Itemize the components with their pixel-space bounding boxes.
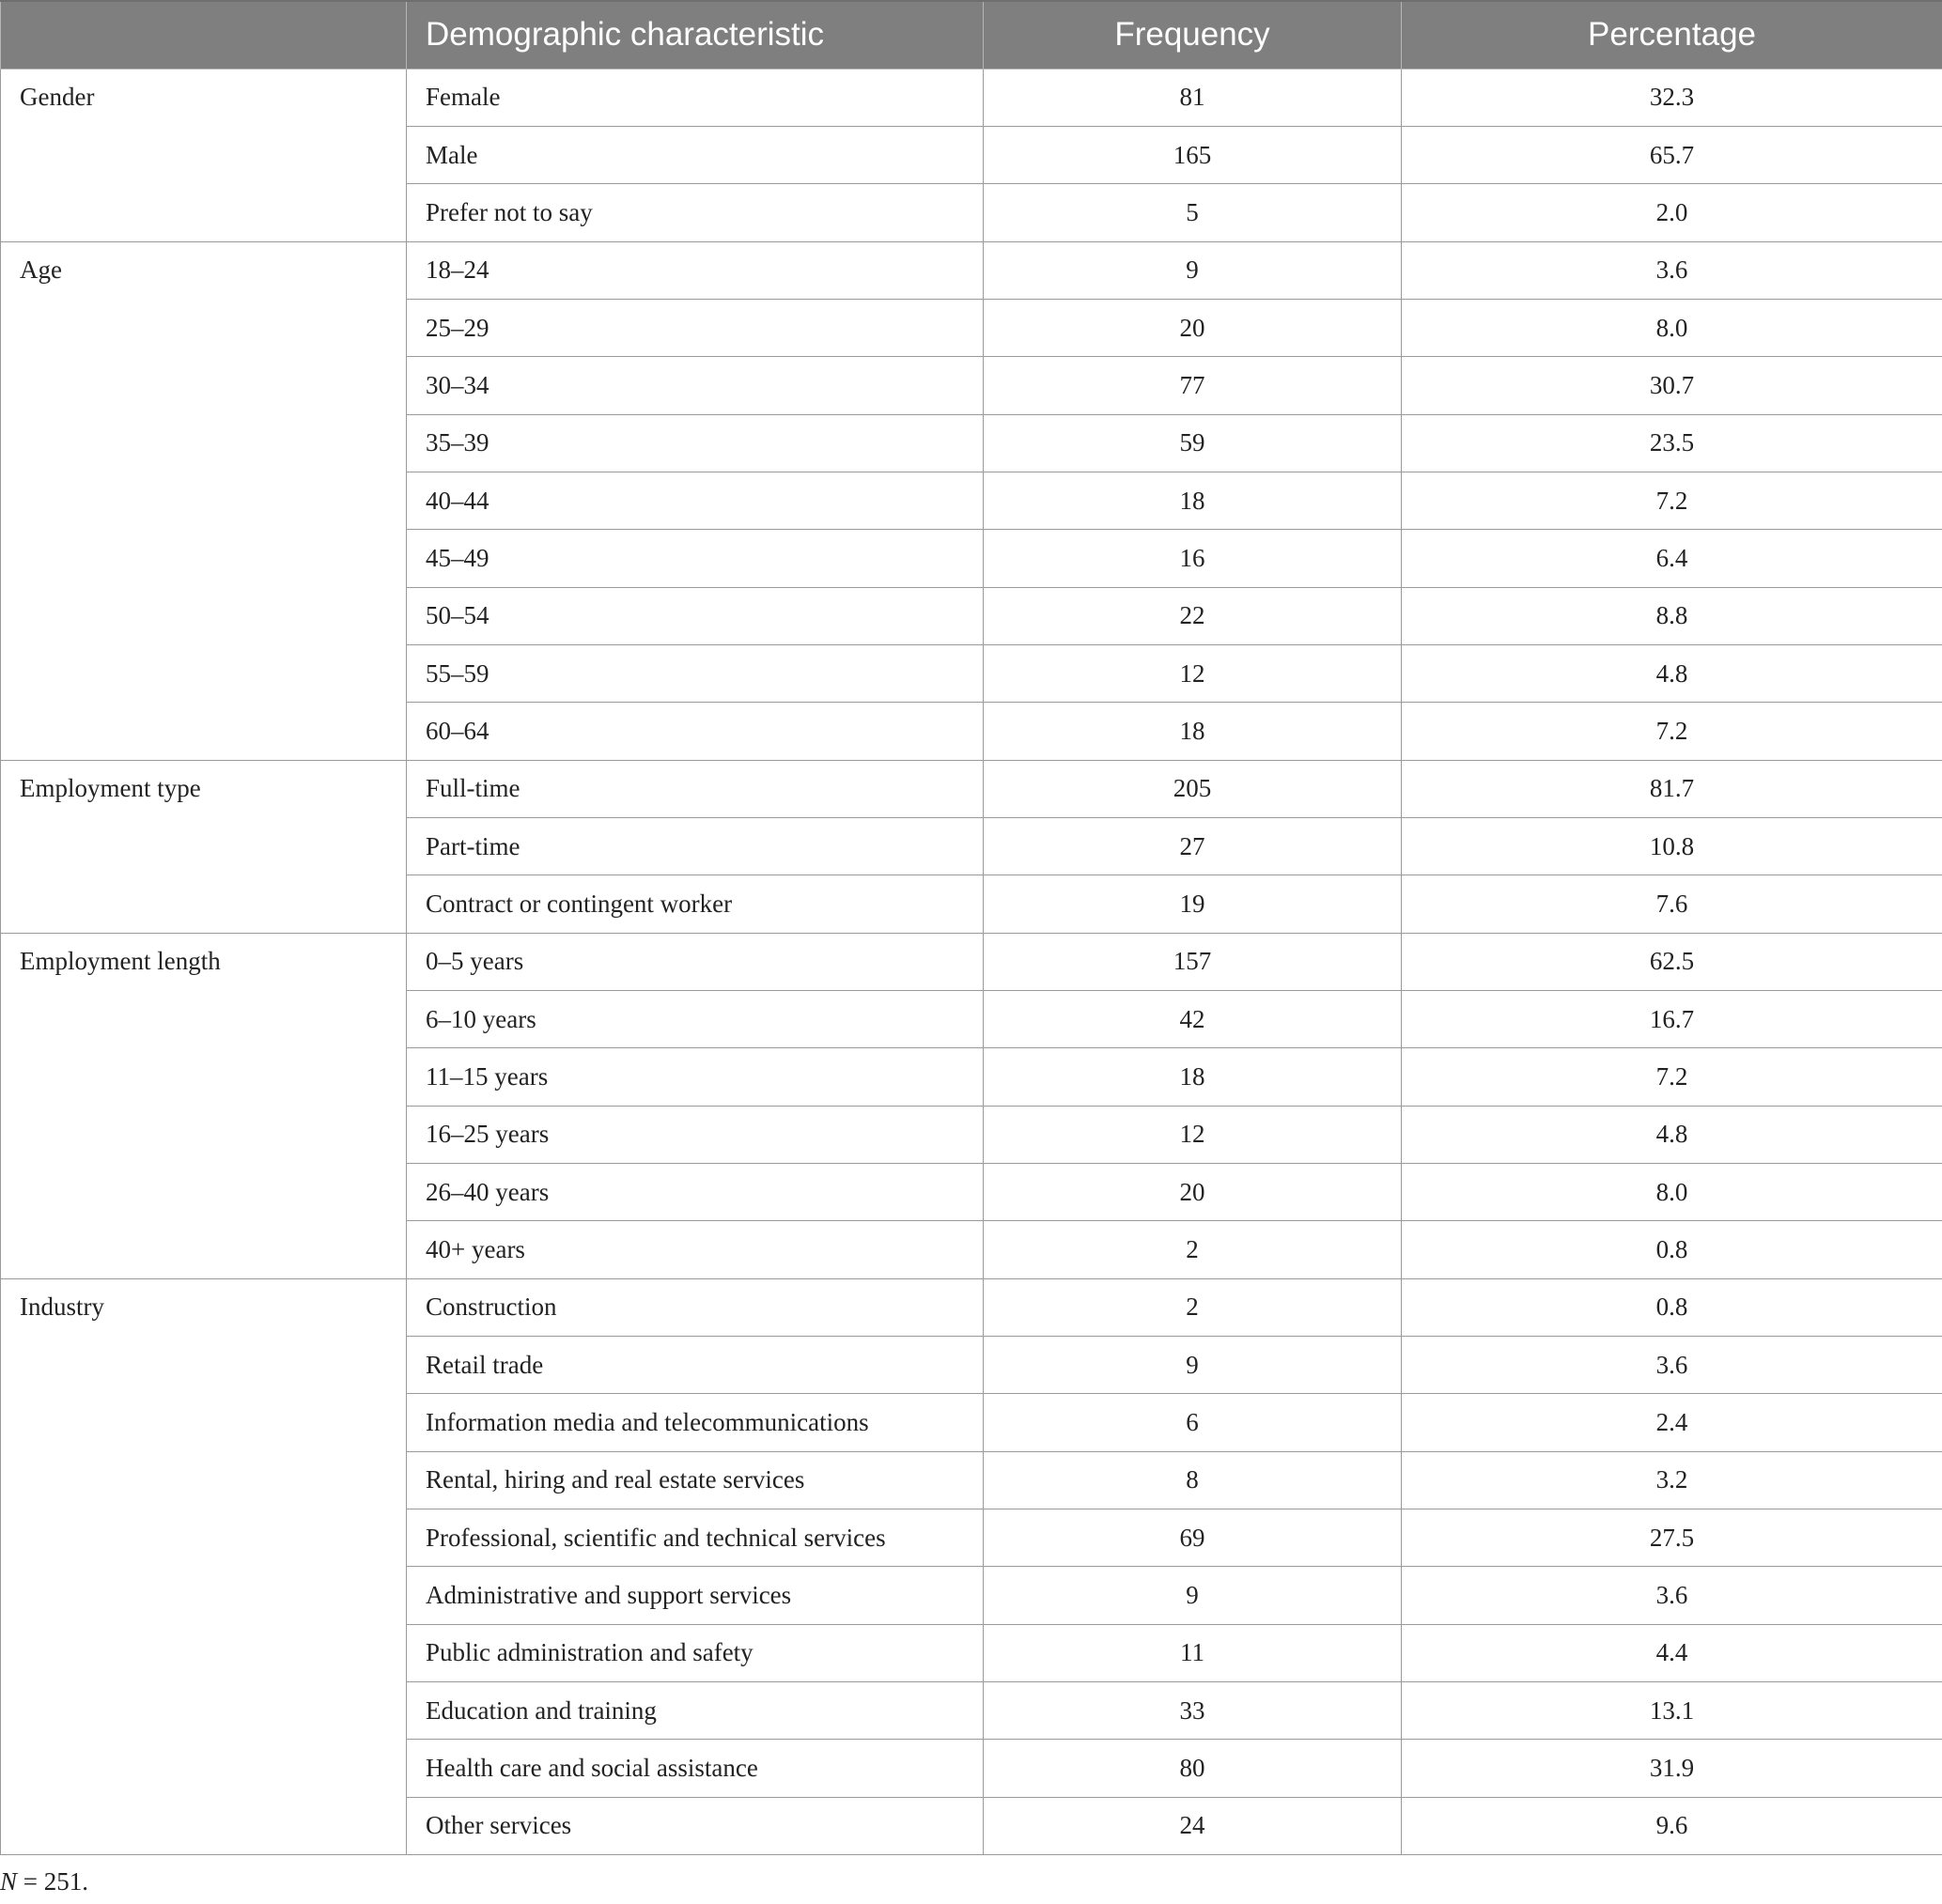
group-label: Age xyxy=(1,241,407,760)
characteristic-cell: 18–24 xyxy=(407,241,984,299)
characteristic-cell: Public administration and safety xyxy=(407,1624,984,1681)
characteristic-cell: 11–15 years xyxy=(407,1048,984,1106)
header-characteristic: Demographic characteristic xyxy=(407,1,984,69)
characteristic-cell: Female xyxy=(407,69,984,126)
frequency-cell: 9 xyxy=(984,1337,1402,1394)
percentage-cell: 6.4 xyxy=(1402,530,1942,587)
characteristic-cell: Professional, scientific and technical services xyxy=(407,1509,984,1567)
frequency-cell: 33 xyxy=(984,1682,1402,1740)
percentage-cell: 8.8 xyxy=(1402,587,1942,644)
frequency-cell: 81 xyxy=(984,69,1402,126)
percentage-cell: 32.3 xyxy=(1402,69,1942,126)
frequency-cell: 11 xyxy=(984,1624,1402,1681)
frequency-cell: 20 xyxy=(984,299,1402,356)
percentage-cell: 23.5 xyxy=(1402,414,1942,472)
percentage-cell: 27.5 xyxy=(1402,1509,1942,1567)
characteristic-cell: Male xyxy=(407,126,984,183)
percentage-cell: 7.6 xyxy=(1402,875,1942,933)
percentage-cell: 30.7 xyxy=(1402,357,1942,414)
frequency-cell: 19 xyxy=(984,875,1402,933)
frequency-cell: 18 xyxy=(984,472,1402,529)
frequency-cell: 80 xyxy=(984,1740,1402,1797)
characteristic-cell: 6–10 years xyxy=(407,991,984,1048)
frequency-cell: 24 xyxy=(984,1797,1402,1854)
characteristic-cell: Full-time xyxy=(407,760,984,817)
percentage-cell: 8.0 xyxy=(1402,1164,1942,1221)
frequency-cell: 18 xyxy=(984,703,1402,760)
characteristic-cell: 45–49 xyxy=(407,530,984,587)
percentage-cell: 65.7 xyxy=(1402,126,1942,183)
frequency-cell: 8 xyxy=(984,1451,1402,1509)
table-row xyxy=(1,760,1942,817)
header-group-column xyxy=(1,1,407,69)
table-row xyxy=(1,241,1942,299)
percentage-cell: 4.8 xyxy=(1402,644,1942,702)
percentage-cell: 2.4 xyxy=(1402,1394,1942,1451)
frequency-cell: 42 xyxy=(984,991,1402,1048)
group-label: Employment type xyxy=(1,760,407,933)
header-frequency: Frequency xyxy=(984,1,1402,69)
percentage-cell: 9.6 xyxy=(1402,1797,1942,1854)
characteristic-cell: 30–34 xyxy=(407,357,984,414)
characteristic-cell: 40–44 xyxy=(407,472,984,529)
frequency-cell: 12 xyxy=(984,644,1402,702)
percentage-cell: 3.6 xyxy=(1402,1337,1942,1394)
frequency-cell: 2 xyxy=(984,1221,1402,1278)
table-row xyxy=(1,933,1942,990)
frequency-cell: 9 xyxy=(984,241,1402,299)
characteristic-cell: 25–29 xyxy=(407,299,984,356)
characteristic-cell: 0–5 years xyxy=(407,933,984,990)
group-label: Gender xyxy=(1,69,407,241)
characteristic-cell: 35–39 xyxy=(407,414,984,472)
frequency-cell: 22 xyxy=(984,587,1402,644)
frequency-cell: 12 xyxy=(984,1106,1402,1163)
table-body xyxy=(1,69,1942,1855)
percentage-cell: 7.2 xyxy=(1402,703,1942,760)
table-footnote xyxy=(0,1867,88,1896)
characteristic-cell: Part-time xyxy=(407,817,984,875)
characteristic-cell: Prefer not to say xyxy=(407,184,984,241)
characteristic-cell: 55–59 xyxy=(407,644,984,702)
percentage-cell: 7.2 xyxy=(1402,472,1942,529)
percentage-cell: 81.7 xyxy=(1402,760,1942,817)
percentage-cell: 0.8 xyxy=(1402,1221,1942,1278)
characteristic-cell: Education and training xyxy=(407,1682,984,1740)
table-row xyxy=(1,1278,1942,1336)
frequency-cell: 69 xyxy=(984,1509,1402,1567)
characteristic-cell: Retail trade xyxy=(407,1337,984,1394)
percentage-cell: 13.1 xyxy=(1402,1682,1942,1740)
frequency-cell: 77 xyxy=(984,357,1402,414)
characteristic-cell: 50–54 xyxy=(407,587,984,644)
group-label: Employment length xyxy=(1,933,407,1278)
percentage-cell: 2.0 xyxy=(1402,184,1942,241)
table-row xyxy=(1,69,1942,126)
percentage-cell: 7.2 xyxy=(1402,1048,1942,1106)
percentage-cell: 16.7 xyxy=(1402,991,1942,1048)
characteristic-cell: 16–25 years xyxy=(407,1106,984,1163)
characteristic-cell: Rental, hiring and real estate services xyxy=(407,1451,984,1509)
header-row xyxy=(1,1,1942,69)
percentage-cell: 3.6 xyxy=(1402,1567,1942,1624)
characteristic-cell: Contract or contingent worker xyxy=(407,875,984,933)
footnote-symbol: N xyxy=(0,1867,18,1896)
frequency-cell: 205 xyxy=(984,760,1402,817)
header-percentage: Percentage xyxy=(1402,1,1942,69)
percentage-cell: 3.6 xyxy=(1402,241,1942,299)
footnote-text: = 251. xyxy=(17,1867,88,1896)
frequency-cell: 165 xyxy=(984,126,1402,183)
frequency-cell: 20 xyxy=(984,1164,1402,1221)
percentage-cell: 4.8 xyxy=(1402,1106,1942,1163)
percentage-cell: 10.8 xyxy=(1402,817,1942,875)
frequency-cell: 6 xyxy=(984,1394,1402,1451)
frequency-cell: 157 xyxy=(984,933,1402,990)
characteristic-cell: 60–64 xyxy=(407,703,984,760)
percentage-cell: 62.5 xyxy=(1402,933,1942,990)
characteristic-cell: Information media and telecommunications xyxy=(407,1394,984,1451)
characteristic-cell: Health care and social assistance xyxy=(407,1740,984,1797)
frequency-cell: 9 xyxy=(984,1567,1402,1624)
characteristic-cell: Other services xyxy=(407,1797,984,1854)
characteristic-cell: 26–40 years xyxy=(407,1164,984,1221)
percentage-cell: 4.4 xyxy=(1402,1624,1942,1681)
frequency-cell: 18 xyxy=(984,1048,1402,1106)
frequency-cell: 27 xyxy=(984,817,1402,875)
characteristic-cell: Construction xyxy=(407,1278,984,1336)
frequency-cell: 16 xyxy=(984,530,1402,587)
table-header xyxy=(1,1,1942,69)
percentage-cell: 31.9 xyxy=(1402,1740,1942,1797)
characteristic-cell: 40+ years xyxy=(407,1221,984,1278)
frequency-cell: 59 xyxy=(984,414,1402,472)
frequency-cell: 5 xyxy=(984,184,1402,241)
characteristic-cell: Administrative and support services xyxy=(407,1567,984,1624)
frequency-cell: 2 xyxy=(984,1278,1402,1336)
percentage-cell: 8.0 xyxy=(1402,299,1942,356)
group-label: Industry xyxy=(1,1278,407,1854)
percentage-cell: 3.2 xyxy=(1402,1451,1942,1509)
percentage-cell: 0.8 xyxy=(1402,1278,1942,1336)
